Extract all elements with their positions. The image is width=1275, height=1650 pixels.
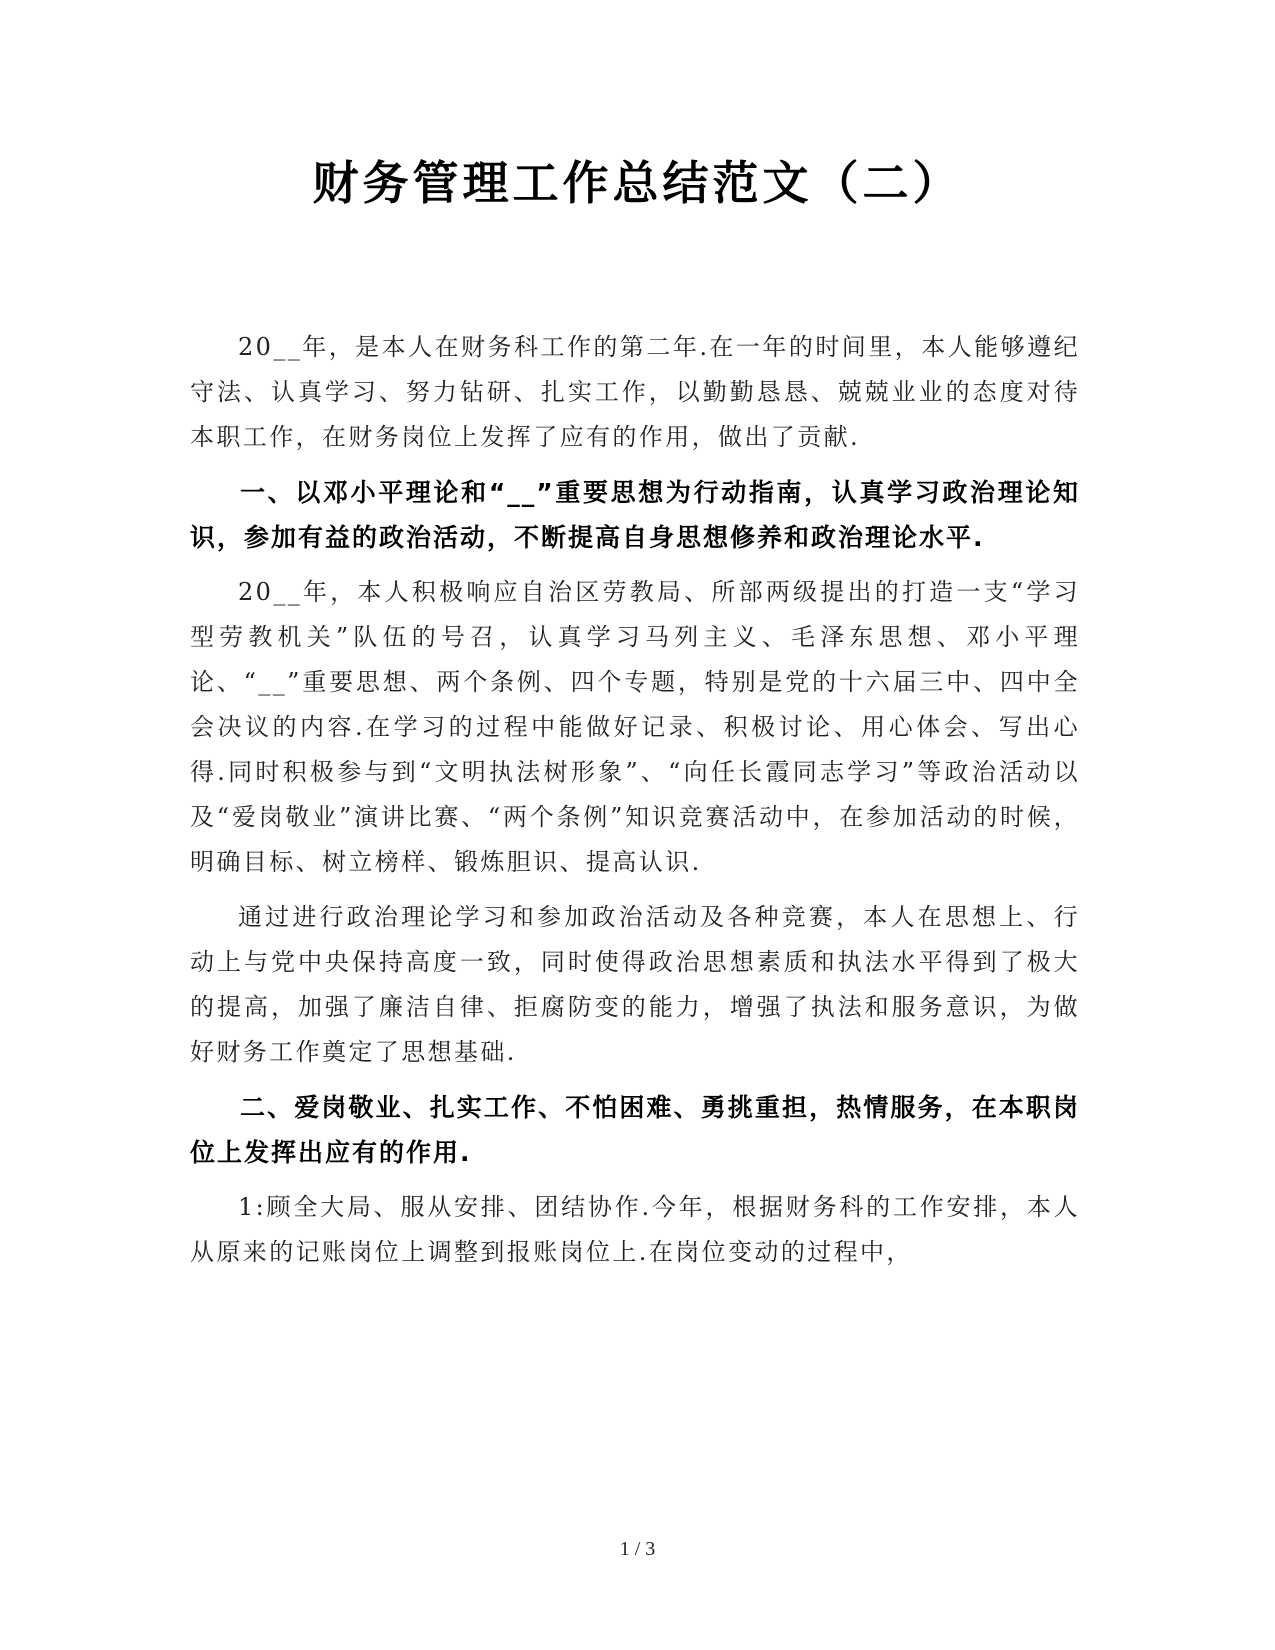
body-paragraph-item-one: 1:顾全大局、服从安排、团结协作.今年，根据财务科的工作安排，本人从原来的记账岗位上调整到报账岗位上.在岗位变动的过程中， — [190, 1193, 1080, 1266]
body-paragraph-study: 20__年，本人积极响应自治区劳教局、所部两级提出的打造一支“学习型劳教机关”队伍的号召，认真学习马列主义、毛泽东思想、邓小平理论、“__”重要思想、两个条例、四个专题，特别是党的十六届三中、四中全会决议的内容.在学习的过程中能做好记录、积极讨论、用心体会、写出心得.同时积极参与到“文明执法树形象”、“向任长霞同志学习”等政治活动以及“爱岗敬业”演讲比赛、“两个条例”知识竞赛活动中，在参加活动的时候，明确目标、树立榜样、锻炼胆识、提高认识. — [190, 578, 1080, 876]
document-title: 财务管理工作总结范文（二） — [312, 156, 963, 210]
page-number: 1 / 3 — [619, 1538, 656, 1560]
body-paragraph-result: 通过进行政治理论学习和参加政治活动及各种竞赛，本人在思想上、行动上与党中央保持高度一致，同时使得政治思想素质和执法水平得到了极大的提高，加强了廉洁自律、拒腐防变的能力，增强了执法和服务意识，为做好财务工作奠定了思想基础. — [190, 903, 1080, 1066]
section-heading-two: 二、爱岗敬业、扎实工作、不怕困难、勇挑重担，热情服务，在本职岗位上发挥出应有的作用. — [190, 1093, 1080, 1167]
body-paragraph-intro: 20__年，是本人在财务科工作的第二年.在一年的时间里，本人能够遵纪守法、认真学习、努力钻研、扎实工作，以勤勤恳恳、兢兢业业的态度对待本职工作，在财务岗位上发挥了应有的作用，做出了贡献. — [190, 333, 1080, 451]
section-heading-one: 一、以邓小平理论和“__”重要思想为行动指南，认真学习政治理论知识，参加有益的政治活动，不断提高自身思想修养和政治理论水平. — [190, 478, 1080, 552]
document-body — [190, 325, 1080, 1285]
